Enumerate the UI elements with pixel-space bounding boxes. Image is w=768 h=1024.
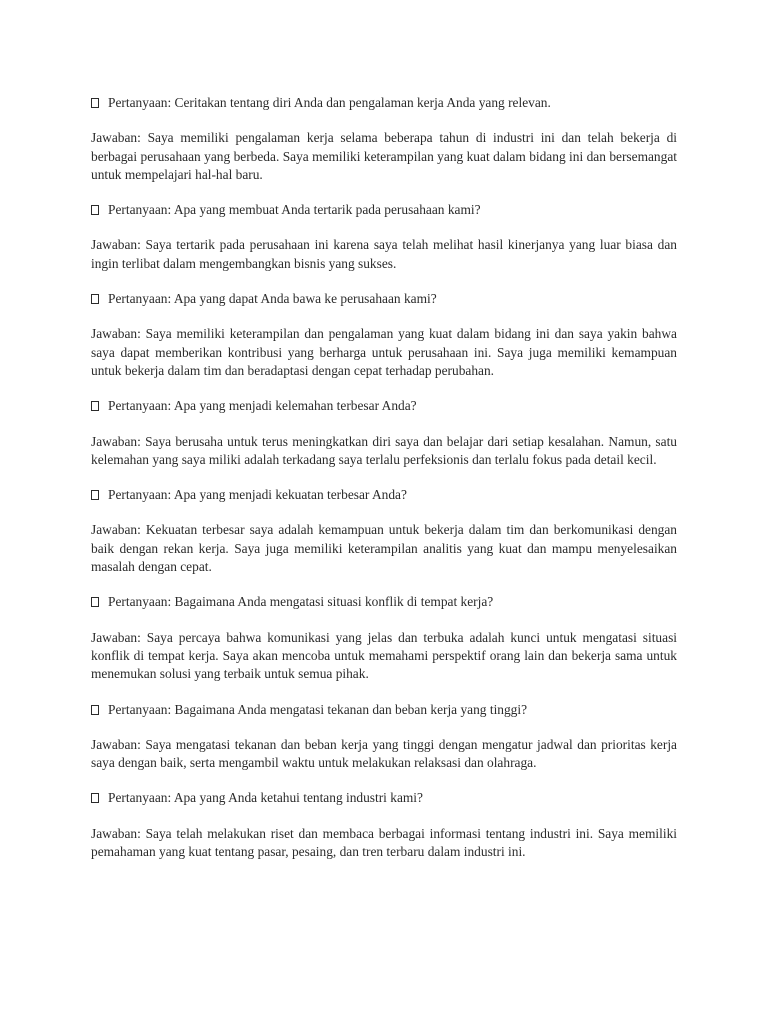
answer-text: Jawaban: Kekuatan terbesar saya adalah kemampuan untuk bekerja dalam tim dan berkomunikasi dengan baik dengan rekan kerja. Saya juga memiliki keterampilan analitis yang kuat dan mampu menyelesaikan masalah dengan cepat.	[91, 522, 677, 575]
bullet-box-icon	[91, 490, 99, 500]
bullet-box-icon	[91, 205, 99, 215]
question-item	[91, 290, 677, 308]
answer-text: Jawaban: Saya berusaha untuk terus meningkatkan diri saya dan belajar dari setiap kesalahan. Namun, satu kelemahan yang saya miliki adalah terkadang saya terlalu perfeksionis dan terlalu fokus pada detail kecil.	[91, 433, 677, 467]
bullet-box-icon	[91, 401, 99, 411]
question-item	[91, 201, 677, 219]
question-text: Pertanyaan: Apa yang menjadi kelemahan terbesar Anda?	[108, 398, 417, 414]
answer-text: Jawaban: Saya tertarik pada perusahaan ini karena saya telah melihat hasil kinerjanya yang luar biasa dan ingin terlibat dalam mengembangkan bisnis yang sukses.	[91, 237, 677, 271]
bullet-box-icon	[91, 597, 99, 607]
question-item	[91, 701, 677, 719]
question-text: Pertanyaan: Apa yang dapat Anda bawa ke perusahaan kami?	[108, 291, 437, 307]
bullet-box-icon	[91, 98, 99, 108]
question-text: Pertanyaan: Apa yang membuat Anda tertarik pada perusahaan kami?	[108, 202, 481, 218]
question-text: Pertanyaan: Apa yang Anda ketahui tentang industri kami?	[108, 790, 423, 806]
question-item	[91, 789, 677, 807]
question-text: Pertanyaan: Bagaimana Anda mengatasi tekanan dan beban kerja yang tinggi?	[108, 701, 528, 717]
document-page	[91, 94, 677, 878]
bullet-box-icon	[91, 793, 99, 803]
question-text: Pertanyaan: Ceritakan tentang diri Anda dan pengalaman kerja Anda yang relevan.	[108, 95, 551, 110]
answer-text: Jawaban: Saya memiliki pengalaman kerja selama beberapa tahun di industri ini dan telah bekerja di berbagai perusahaan yang berbeda. Saya memiliki keterampilan yang kuat dalam bidang ini dan bersemangat untuk mempelajari hal-hal baru.	[91, 130, 677, 182]
answer-text: Jawaban: Saya telah melakukan riset dan membaca berbagai informasi tentang industri ini. Saya memiliki pemahaman yang kuat tentang pasar, pesaing, dan tren terbaru dalam industri ini.	[91, 825, 677, 860]
bullet-box-icon	[91, 294, 99, 304]
question-item	[91, 593, 677, 611]
question-text: Pertanyaan: Bagaimana Anda mengatasi situasi konflik di tempat kerja?	[108, 594, 494, 610]
question-text: Pertanyaan: Apa yang menjadi kekuatan terbesar Anda?	[108, 487, 407, 503]
question-item	[91, 94, 677, 112]
answer-text: Jawaban: Saya memiliki keterampilan dan pengalaman yang kuat dalam bidang ini dan saya yakin bahwa saya dapat memberikan kontribusi yang berharga untuk perusahaan ini. Saya juga memiliki kemampuan untuk bekerja dalam tim dan beradaptasi dengan cepat terhadap perubahan.	[91, 326, 677, 378]
question-item	[91, 486, 677, 504]
answer-text: Jawaban: Saya mengatasi tekanan dan beban kerja yang tinggi dengan mengatur jadwal dan prioritas kerja saya dengan baik, serta mengambil waktu untuk melakukan relaksasi dan olahraga.	[91, 736, 677, 771]
bullet-box-icon	[91, 705, 99, 715]
answer-text: Jawaban: Saya percaya bahwa komunikasi yang jelas dan terbuka adalah kunci untuk mengatasi situasi konflik di tempat kerja. Saya akan mencoba untuk memahami perspektif orang lain dan bekerja sama untuk menemukan solusi yang terbaik untuk semua pihak.	[91, 629, 677, 682]
question-item	[91, 397, 677, 415]
